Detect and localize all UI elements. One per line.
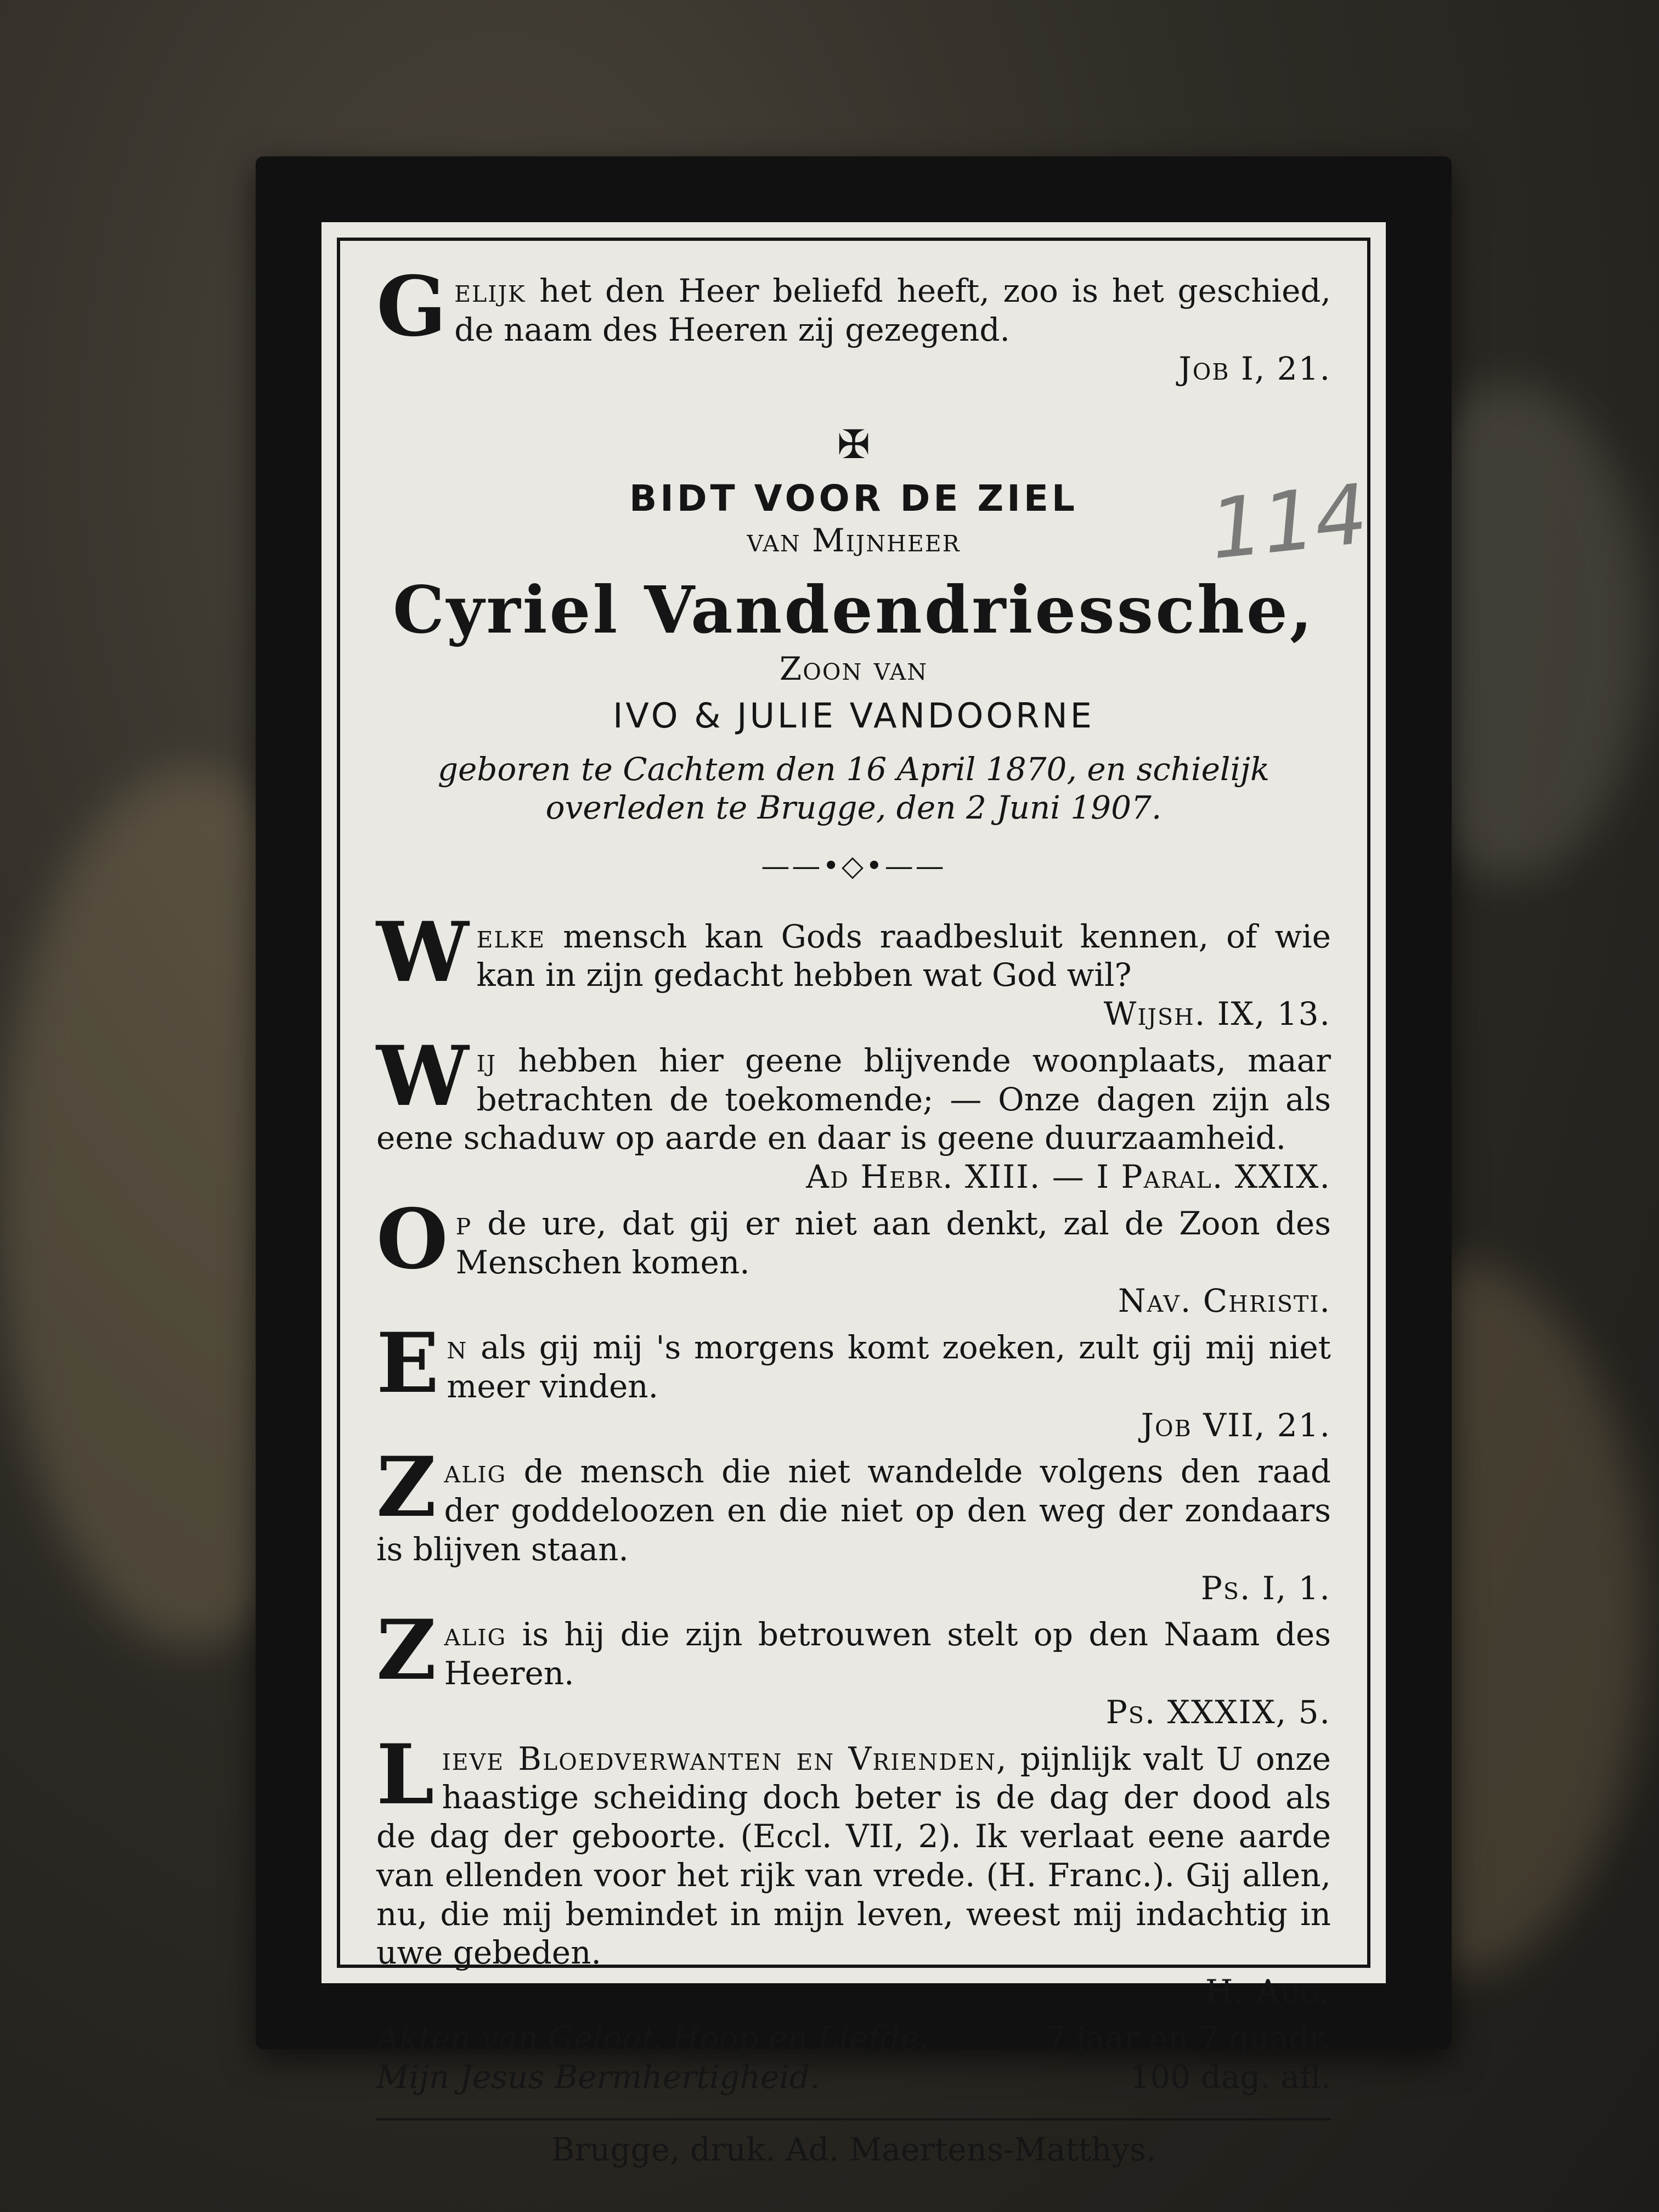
card-content bbox=[376, 258, 1331, 2169]
drop-cap: Z bbox=[376, 1439, 437, 1536]
verse-reference: Ps. I, 1. bbox=[1200, 1569, 1331, 1607]
prayer-list bbox=[376, 2019, 1331, 2097]
prayer-row bbox=[376, 2019, 1331, 2058]
printer-credit: Brugge, druk. Ad. Maertens-Matthys. bbox=[551, 2131, 1156, 2169]
opening-quote: Gelijk het den Heer beliefd heeft, zoo is het geschied, de naam des Heeren zij gezegend. bbox=[376, 258, 1331, 355]
drop-cap: O bbox=[376, 1190, 448, 1288]
ornament-divider: ——•◇•—— bbox=[761, 850, 946, 883]
birth-death-line: geboren te Cachtem den 16 April 1870, en schielijk overleden te Brugge, den 2 Juni 1907. bbox=[437, 750, 1270, 827]
verse-reference: Nav. Christi. bbox=[1118, 1282, 1331, 1320]
prayer-indulgence: 100 dag. afl. bbox=[1130, 2058, 1331, 2096]
drop-cap: W bbox=[376, 904, 469, 1001]
verse-item: En als gij mij 's morgens komt zoeken, zult gij mij niet meer vinden. Job VII, 21. bbox=[376, 1315, 1331, 1444]
verse-item: Op de ure, dat gij er niet aan denkt, zal de Zoon des Menschen komen. Nav. Christi. bbox=[376, 1190, 1331, 1320]
footer-divider bbox=[376, 2118, 1331, 2120]
deceased-name: Cyriel Vandendriessche, bbox=[392, 572, 1315, 648]
verse-reference: Ps. XXXIX, 5. bbox=[1105, 1693, 1331, 1731]
memorial-card bbox=[256, 156, 1452, 2169]
drop-cap: L bbox=[376, 1726, 435, 1823]
title-line: van Mijnheer bbox=[747, 521, 961, 559]
verse-list bbox=[376, 904, 1331, 2011]
verse-reference: Ad Hebr. XIII. — I Paral. XXIX. bbox=[806, 1158, 1331, 1196]
verse-reference: Wijsh. IX, 13. bbox=[1103, 995, 1331, 1033]
verse-item: Welke mensch kan Gods raadbesluit kennen, of wie kan in zijn gedacht hebben wat God wil? Wijsh. IX, 13. bbox=[376, 904, 1331, 1033]
cross-icon: ✠ bbox=[837, 421, 871, 468]
drop-cap: E bbox=[376, 1315, 439, 1412]
verse-item: Zalig is hij die zijn betrouwen stelt op den Naam des Heeren. Ps. XXXIX, 5. bbox=[376, 1602, 1331, 1731]
opening-quote-reference: Job I, 21. bbox=[1178, 349, 1331, 387]
prayer-row bbox=[376, 2058, 1331, 2097]
prayer-indulgence: 7 jaar en 7 quadr. bbox=[1045, 2019, 1331, 2057]
heading: BIDT VOOR DE ZIEL bbox=[629, 477, 1078, 520]
pencil-annotation: 114 bbox=[1205, 466, 1372, 578]
drop-cap: W bbox=[376, 1028, 469, 1125]
parents-names: IVO & JULIE VANDOORNE bbox=[613, 696, 1094, 736]
verse-item: Wij hebben hier geene blijvende woonplaats, maar betrachten de toekomende; — Onze dagen zijn als eene schaduw op aarde en daar is geene duurzaamheid. Ad Hebr. XIII. — I Paral. XXIX. bbox=[376, 1028, 1331, 1196]
card-paper bbox=[321, 222, 1386, 2169]
prayer-text: Mijn Jesus Bermhertigheid. bbox=[376, 2058, 820, 2096]
verse-item: Lieve Bloedverwanten en Vrienden, pijnlijk valt U onze haastige scheiding doch beter is de dag der dood als de dag der geboorte. (Eccl. VII, 2). Ik verlaat eene aarde van ellenden voor het rijk van vrede. (H. Franc.). Gij allen, nu, die mij bemindet in mijn leven, weest mij indachtig in uwe gebeden. H. Aug. bbox=[376, 1726, 1331, 2011]
drop-cap: G bbox=[376, 258, 447, 355]
verse-reference: Job VII, 21. bbox=[1141, 1406, 1331, 1444]
verse-item: Zalig de mensch die niet wandelde volgens den raad der goddeloozen en die niet op den weg der zondaars is blijven staan. Ps. I, 1. bbox=[376, 1439, 1331, 1607]
son-of-line: Zoon van bbox=[779, 650, 928, 688]
prayer-text: Akten van Geloof, Hoop en Liefde. bbox=[376, 2019, 929, 2057]
verse-reference: H. Aug. bbox=[1205, 1973, 1331, 2011]
drop-cap: Z bbox=[376, 1602, 437, 1699]
